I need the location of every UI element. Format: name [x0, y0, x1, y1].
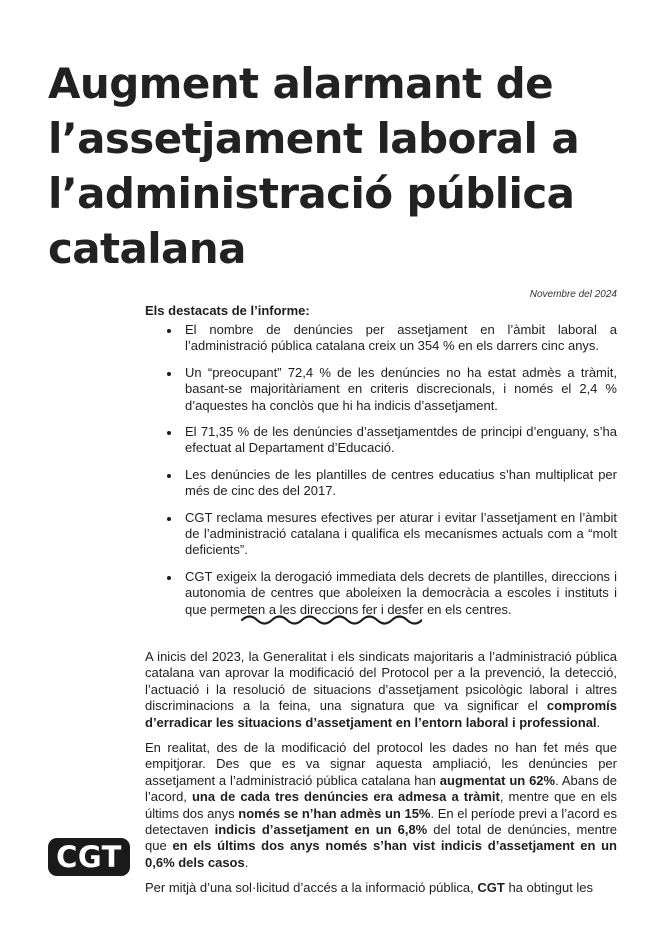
body-text	[145, 649, 617, 906]
wave-divider	[240, 612, 422, 628]
text-run: ha obtingut les	[504, 880, 594, 896]
highlight-item	[145, 569, 617, 618]
paragraph	[145, 649, 617, 731]
publication-date: Novembre del 2024	[529, 289, 617, 300]
highlight-item	[145, 365, 617, 414]
highlight-item	[145, 322, 617, 355]
bullet-icon	[167, 517, 171, 521]
text-run: .	[244, 854, 249, 870]
highlight-text: El nombre de denúncies per assetjament en l’àmbit laboral a l’administració pública catalana creix un 354 % en els darrers cinc anys.	[185, 322, 617, 354]
highlights-heading: Els destacats de l’informe:	[145, 303, 310, 318]
bullet-icon	[167, 329, 171, 333]
text-run: . Abans de l’acord,	[145, 772, 618, 805]
bullet-icon	[167, 372, 171, 376]
bold-run: compromís d’erradicar les situacions d’assetjament en l’entorn laboral i professional	[145, 698, 617, 730]
bold-run: CGT	[477, 880, 505, 896]
paragraph	[145, 880, 617, 896]
text-run: . En el període previ a l’acord es detectaven	[145, 805, 618, 838]
paragraph	[145, 740, 617, 871]
cgt-logo: CGT	[48, 838, 130, 876]
highlight-text: Un “preocupant” 72,4 % de les denúncies no ha estat admès a tràmit, basant-se majoritàriament en criteris discrecionals, i només el 2,4 % d’aquestes ha conclòs que hi ha indicis d’assetjament.	[185, 364, 617, 413]
highlight-item	[145, 424, 617, 457]
bold-run: en els últims dos anys només s’han vist indicis d’assetjament en un 0,6% dels casos	[145, 838, 617, 870]
text-run: .	[596, 714, 601, 730]
text-run: , mentre que en els últims dos anys	[145, 789, 617, 821]
highlight-text: CGT reclama mesures efectives per aturar i evitar l’assetjament en l’àmbit de l’administració catalana i qualifica els mecanismes actuals com a “molt deficients”.	[185, 509, 617, 558]
text-run: Per mitjà d’una sol·licitud d’accés a la informació pública,	[145, 880, 478, 896]
text-run: A inicis del 2023, la Generalitat i els sindicats majoritaris a l’administració pública catalana van aprovar la modificació del Protocol per a la prevenció, la detecció, l’actuació i la resolució de situacions d’assetjament psicològic laboral i altres discriminacions a la feina, una signatura que va significar el	[145, 649, 617, 714]
text-run: del total de denúncies, mentre que	[145, 822, 618, 854]
highlight-text: El 71,35 % de les denúncies d’assetjamentdes de principi d’enguany, s’ha efectuat al Departament d’Educació.	[185, 424, 617, 456]
text-run: En realitat, des de la modificació del protocol les dades no han fet més que empitjorar. Des que es va signar aquesta ampliació, les denúncies per assetjament a l’administració pública catalana han	[145, 740, 617, 788]
bold-run: augmentat un 62%	[439, 772, 556, 788]
bullet-icon	[167, 474, 171, 478]
bullet-icon	[167, 576, 171, 580]
highlight-item	[145, 467, 617, 500]
bold-run: una de cada tres denúncies era admesa a tràmit	[191, 789, 500, 805]
highlight-text: Les denúncies de les plantilles de centres educatius s’han multiplicat per més de cinc des del 2017.	[185, 466, 617, 499]
highlight-item	[145, 510, 617, 559]
highlight-text: CGT exigeix la derogació immediata dels decrets de plantilles, direccions i autonomia de centres que aboleixen la democràcia a escoles i instituts i que permeten a les direccions fer i desfer en els centres.	[185, 568, 617, 617]
highlights-list	[145, 322, 617, 628]
bold-run: només se n’han admès un 15%	[238, 805, 431, 821]
bullet-icon	[167, 431, 171, 435]
bold-run: indicis d’assetjament en un 6,8%	[214, 822, 428, 838]
document-title: Augment alarmant de l’assetjament laboral a l’administració pública catalana	[48, 59, 580, 273]
